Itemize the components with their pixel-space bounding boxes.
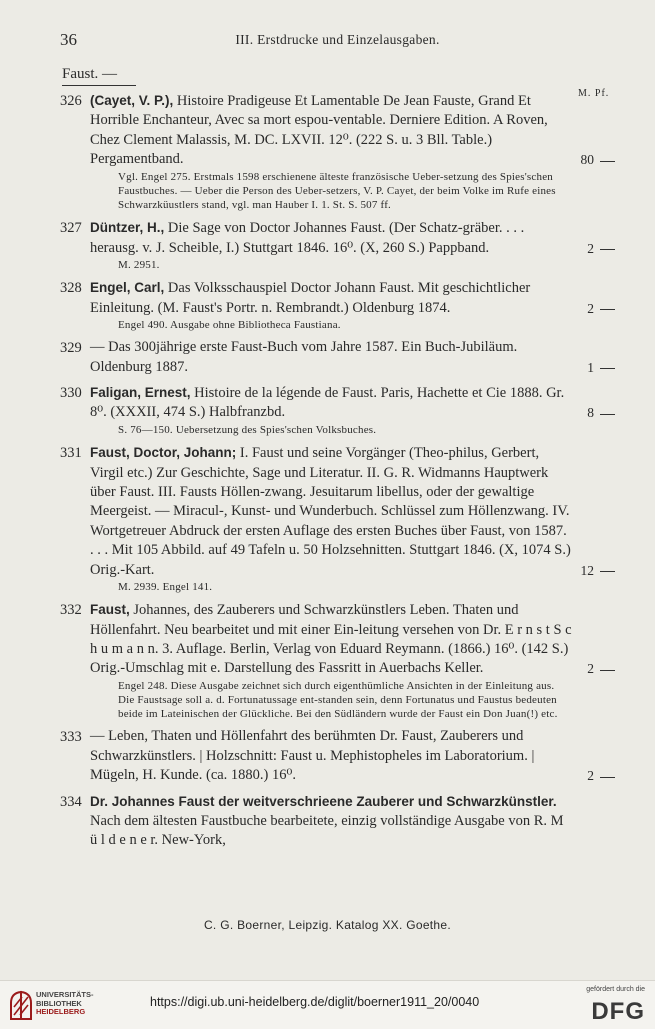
section-rule [62,85,136,86]
catalog-entry [60,727,615,785]
entry-title: Nach dem ältesten Faustbuche bearbeitete, einzig vollständige Ausgabe von R. M ü l d e n e r. New-York, [90,813,564,849]
entry-note: S. 76—150. Uebersetzung des Spies'schen Volksbuches. [118,423,377,436]
catalog-entries [60,91,615,851]
permalink-url[interactable]: https://digi.ub.uni-heidelberg.de/diglit/boerner1911_20/0040 [150,995,480,1009]
entry-price: 2 [573,659,615,678]
catalog-entry [60,443,615,580]
entry-title: Das Volksschauspiel Doctor Johann Faust. Mit geschichtlicher Einleitung. (M. Faust's Portr. n. Rembrandt.) Oldenburg 1874. [90,280,531,316]
entry-price: 12 [573,561,615,580]
entry-title: Johannes, des Zauberers und Schwarzkünstlers Leben. Thaten und Höllenfahrt. Neu bearbeitet und mit einer Ein-leitung versehen von Dr. E r n s t S c h u m a n n. 3. Auflage. Berlin, Verlag von Eduard Reymann. (1866.) 16⁰. (142 S.) Orig.-Umschlag mit e. Darstellung des Fassritt in Auerbachs Keller. [90,602,572,677]
catalog-entry [60,792,615,851]
entry-title: — Das 300jährige erste Faust-Buch vom Jahre 1587. Ein Buch-Jubiläum. Oldenburg 1887. [90,339,518,375]
library-logo-icon[interactable] [8,989,34,1021]
entry-author: Faligan, Ernest, [90,385,191,401]
catalog-entry [60,278,615,318]
entry-title: I. Faust und seine Vorgänger (Theo-philus, Gerbert, Virgil etc.) Zur Geschichte, Sage und Literatur. II. G. R. Widmanns Hauptwerk über Faust. III. Fausts Höllen-zwang. Jesuitarum libellus, oder der gewaltige Meergeist. — Miracul-, Kunst- und Wunderbuch. Schlüssel zum Höllenzwang. IV. Wortgetreuer Abdruck der ersten Auflage des ersten Buches über Faust, von 1587. . . . Mit 105 Abbild. auf 49 Tafeln u. 50 Holzsehnitten. Stuttgart 1846. (X, 1074 S.) Orig.-Kart. [90,445,571,578]
entry-number: 334 [60,793,82,810]
entry-price: 2 [573,299,615,318]
entry-number: 332 [60,602,82,619]
viewer-footer-bar [0,980,655,1029]
catalog-entry [60,218,615,258]
entry-price: 2 [573,239,615,258]
entry-title: Die Sage von Doctor Johannes Faust. (Der Schatz-gräber. . . . herausg. v. J. Scheible, I.) Stuttgart 1846. 16⁰. (X, 260 S.) Pappband. [90,220,525,256]
entry-author: Dr. Johannes Faust der weitverschrieene Zauberer und Schwarzkünstler. [90,793,557,809]
entry-author: Faust, Doctor, Johann; [90,445,237,461]
catalog-entry [60,91,615,170]
entry-note: M. 2939. Engel 141. [118,580,213,593]
entry-number: 333 [60,729,82,746]
entry-title: — Leben, Thaten und Höllenfahrt des berühmten Dr. Faust, Zauberers und Schwarzkünstlers. | Holzschnitt: Faust u. Mephistopheles im Laboratorium. | Mügeln, H. Kunde. (ca. 1880.) 16⁰. [90,728,535,784]
running-title: III. Erstdrucke und Einzelausgaben. [235,32,440,47]
catalog-footer: C. G. Boerner, Leipzig. Katalog XX. Goethe. [203,918,452,932]
catalog-entry [60,383,615,423]
page-number: 36 [60,30,77,49]
entry-number: 330 [60,385,82,402]
dfg-logo[interactable]: DFG [591,998,645,1025]
entry-title: Histoire de la légende de Faust. Paris, Hachette et Cie 1888. Gr. 8⁰. (XXXII, 474 S.) Halbfranzbd. [90,385,565,421]
catalog-entry [60,338,615,377]
entry-title: Histoire Pradigeuse Et Lamentable De Jean Fauste, Grand Et Horrible Enchanteur, Avec sa mort espou-ventable. Derniere Edition. A Roven, Chez Clement Malassis, M. DC. LXVII. 12⁰. (222 S. u. 3 Bll. Table.) Pergamentband. [90,93,548,168]
entry-number: 329 [60,340,82,357]
entry-author: Düntzer, H., [90,220,165,236]
entry-note: Engel 248. Diese Ausgabe zeichnet sich durch eigenthümliche Ansichten in der Einleitung aus. Die Faustsage soll a. d. Fortunatussage ent-standen sein, denn Fortunatus und Faustus bedeuten beide im Lateinischen der Glückliche. Bei den Südländern wurde der Faust ein Don Juan(!) etc. [118,679,558,721]
entry-author: Engel, Carl, [90,280,165,296]
funding-label: gefördert durch die [586,986,645,993]
entry-author: Faust, [90,602,130,618]
section-heading: Faust. — [62,66,118,82]
entry-price: 2 [573,766,615,785]
entry-price: 8 [573,403,615,422]
entry-number: 327 [60,220,82,237]
running-head [60,30,615,52]
entry-note: Engel 490. Ausgabe ohne Bibliotheca Faustiana. [118,319,341,332]
catalog-entry [60,600,615,679]
entry-number: 331 [60,445,82,462]
entry-price: 80 [573,150,615,169]
entry-price: 1 [573,358,615,377]
entry-note: M. 2951. [118,259,160,272]
library-name: UNIVERSITÄTS- BIBLIOTHEK HEIDELBERG [36,990,94,1016]
entry-author: (Cayet, V. P.), [90,93,174,108]
entry-number: 328 [60,280,82,297]
price-column-header: M. Pf. [578,88,610,99]
entry-note: Vgl. Engel 275. Erstmals 1598 erschienene älteste französische Ueber-setzung des Spies'schen Faustbuches. — Ueber die Person des Ueber-setzers, V. P. Cayet, der beim Volke im Rufe eines Schwarzküustlers stand, vgl. man Hauber I. 1. St. S. 507 ff. [118,170,556,212]
entry-number: 326 [60,93,82,109]
